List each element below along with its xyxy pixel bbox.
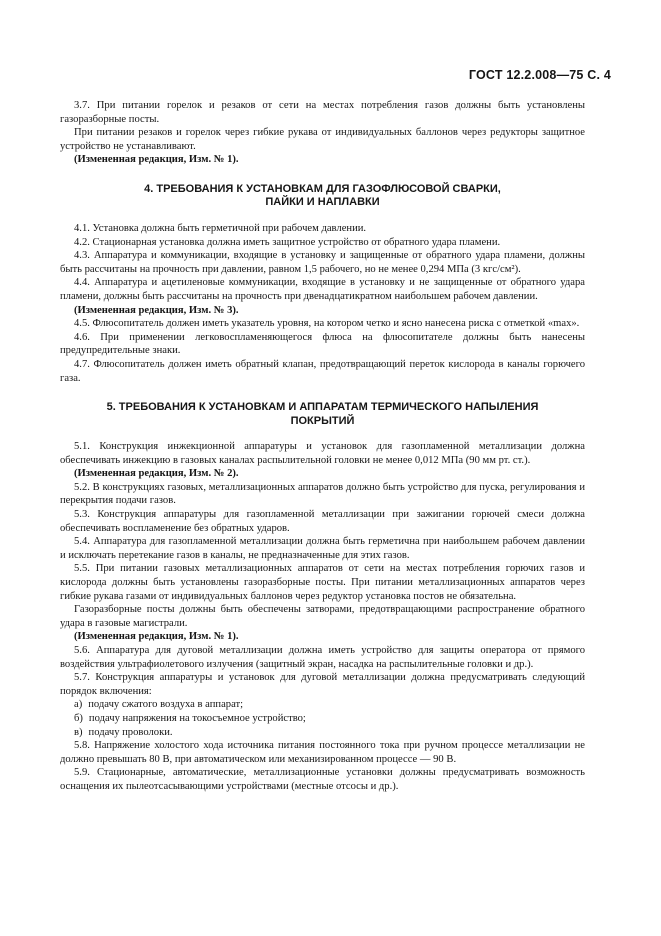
paragraph-4-5: 4.5. Флюсопитатель должен иметь указатель уровня, на котором четко и ясно нанесена риска с отметкой «max».	[74, 318, 580, 330]
amendment-note: (Измененная редакция, Изм. № 2).	[74, 468, 239, 480]
paragraph-5-2: 5.2. В конструкциях газовых, металлизационных аппаратов должно быть устройство для пуска, регулирования и перекрытия подачи газов.	[60, 481, 585, 507]
paragraph-5-7: 5.7. Конструкция аппаратуры и установок для дуговой металлизации должна предусматривать следующий порядок включения:	[60, 672, 585, 697]
amendment-note: (Измененная редакция, Изм. № 1).	[74, 154, 239, 166]
paragraph-4-4: 4.4. Аппаратура и ацетиленовые коммуникации, входящие в установку и не защищенные от обратного удара пламени, должны быть рассчитаны на прочность при двенадцатикратном наибольшем рабочем давлении.	[60, 277, 585, 302]
amendment-note: (Измененная редакция, Изм. № 1).	[74, 631, 239, 643]
paragraph-5-4: 5.4. Аппаратура для газопламенной металлизации должна быть герметична при наибольшем рабочем давлении и исключать перетекание газов в каналы, не предназначенные для этих газов.	[60, 536, 585, 561]
document-body	[60, 99, 585, 794]
paragraph-5-8: 5.8. Напряжение холостого хода источника питания постоянного тока при ручном процессе металлизации не должно превышать 80 В, при автоматическом или механизированном процессе — 90 В.	[60, 740, 585, 765]
switch-on-order-list	[60, 698, 585, 739]
paragraph-5-3: 5.3. Конструкция аппаратуры для газопламенной металлизации при зажигании горючей смеси должна обеспечивать воспламенение без обратных ударов.	[60, 509, 585, 534]
paragraph-4-2: 4.2. Стационарная установка должна иметь защитное устройство от обратного удара пламени.	[74, 236, 501, 248]
list-item: а) подачу сжатого воздуха в аппарат;	[74, 699, 244, 711]
paragraph-4-3: 4.3. Аппаратура и коммуникации, входящие в установку и защищенные от обратного удара пламени, должны быть рассчитаны на прочность при давлении, равном 1,5 рабочего, но не менее 0,294 МПа (3 кгс/см²).	[60, 250, 585, 275]
paragraph-3-7-continued: При питании резаков и горелок через гибкие рукава от индивидуальных баллонов через редукторы защитное устройство не устанавливают.	[60, 127, 585, 152]
paragraph-5-5-continued: Газоразборные посты должны быть обеспечены затворами, предотвращающими распространение обратного удара в газовые магистрали.	[60, 604, 585, 629]
paragraph-3-7: 3.7. При питании горелок и резаков от сети на местах потребления газов должны быть установлены газоразборные посты.	[60, 100, 585, 125]
list-item: в) подачу проволоки.	[74, 726, 173, 738]
section-5-title: 5. ТРЕБОВАНИЯ К УСТАНОВКАМ И АППАРАТАМ ТЕРМИЧЕСКОГО НАПЫЛЕНИЯ ПОКРЫТИЙ	[106, 401, 539, 427]
paragraph-5-1: 5.1. Конструкция инжекционной аппаратуры и установок для газопламенной металлизации должна обеспечивать инжекцию в газовых каналах распылительной головки не менее 0,012 МПа (90 мм рт. ст.).	[60, 441, 585, 466]
paragraph-4-7: 4.7. Флюсопитатель должен иметь обратный клапан, предотвращающий переток кислорода в каналы горючего газа.	[60, 358, 585, 384]
paragraph-5-5: 5.5. При питании газовых металлизационных аппаратов от сети на местах потребления горючих газов и кислорода должны быть установлены газоразборные посты. При питании металлизационных аппаратов через гибкие рукава газами от индивидуальных баллонов через редуктор установка постов не обязательна.	[60, 563, 585, 602]
page-header: ГОСТ 12.2.008—75 С. 4	[468, 68, 611, 82]
amendment-note: (Измененная редакция, Изм. № 3).	[74, 304, 239, 316]
section-4-title: 4. ТРЕБОВАНИЯ К УСТАНОВКАМ ДЛЯ ГАЗОФЛЮСОВОЙ СВАРКИ, ПАЙКИ И НАПЛАВКИ	[144, 182, 501, 209]
paragraph-5-6: 5.6. Аппаратура для дуговой металлизации должна иметь устройство для защиты оператора от прямого воздействия ультрафиолетового излучения (защитный экран, насадка на распылительные головки и др.).	[60, 645, 585, 670]
paragraph-4-1: 4.1. Установка должна быть герметичной при рабочем давлении.	[74, 222, 367, 234]
paragraph-5-9: 5.9. Стационарные, автоматические, металлизационные установки должны предусматривать возможность оснащения их пылеотсасывающими устройствами (местные отсосы и др.).	[60, 767, 585, 792]
list-item: б) подачу напряжения на токосъемное устройство;	[74, 712, 306, 724]
paragraph-4-6: 4.6. При применении легковоспламеняющегося флюса на флюсопитателе должны быть нанесены предупредительные знаки.	[60, 331, 585, 357]
